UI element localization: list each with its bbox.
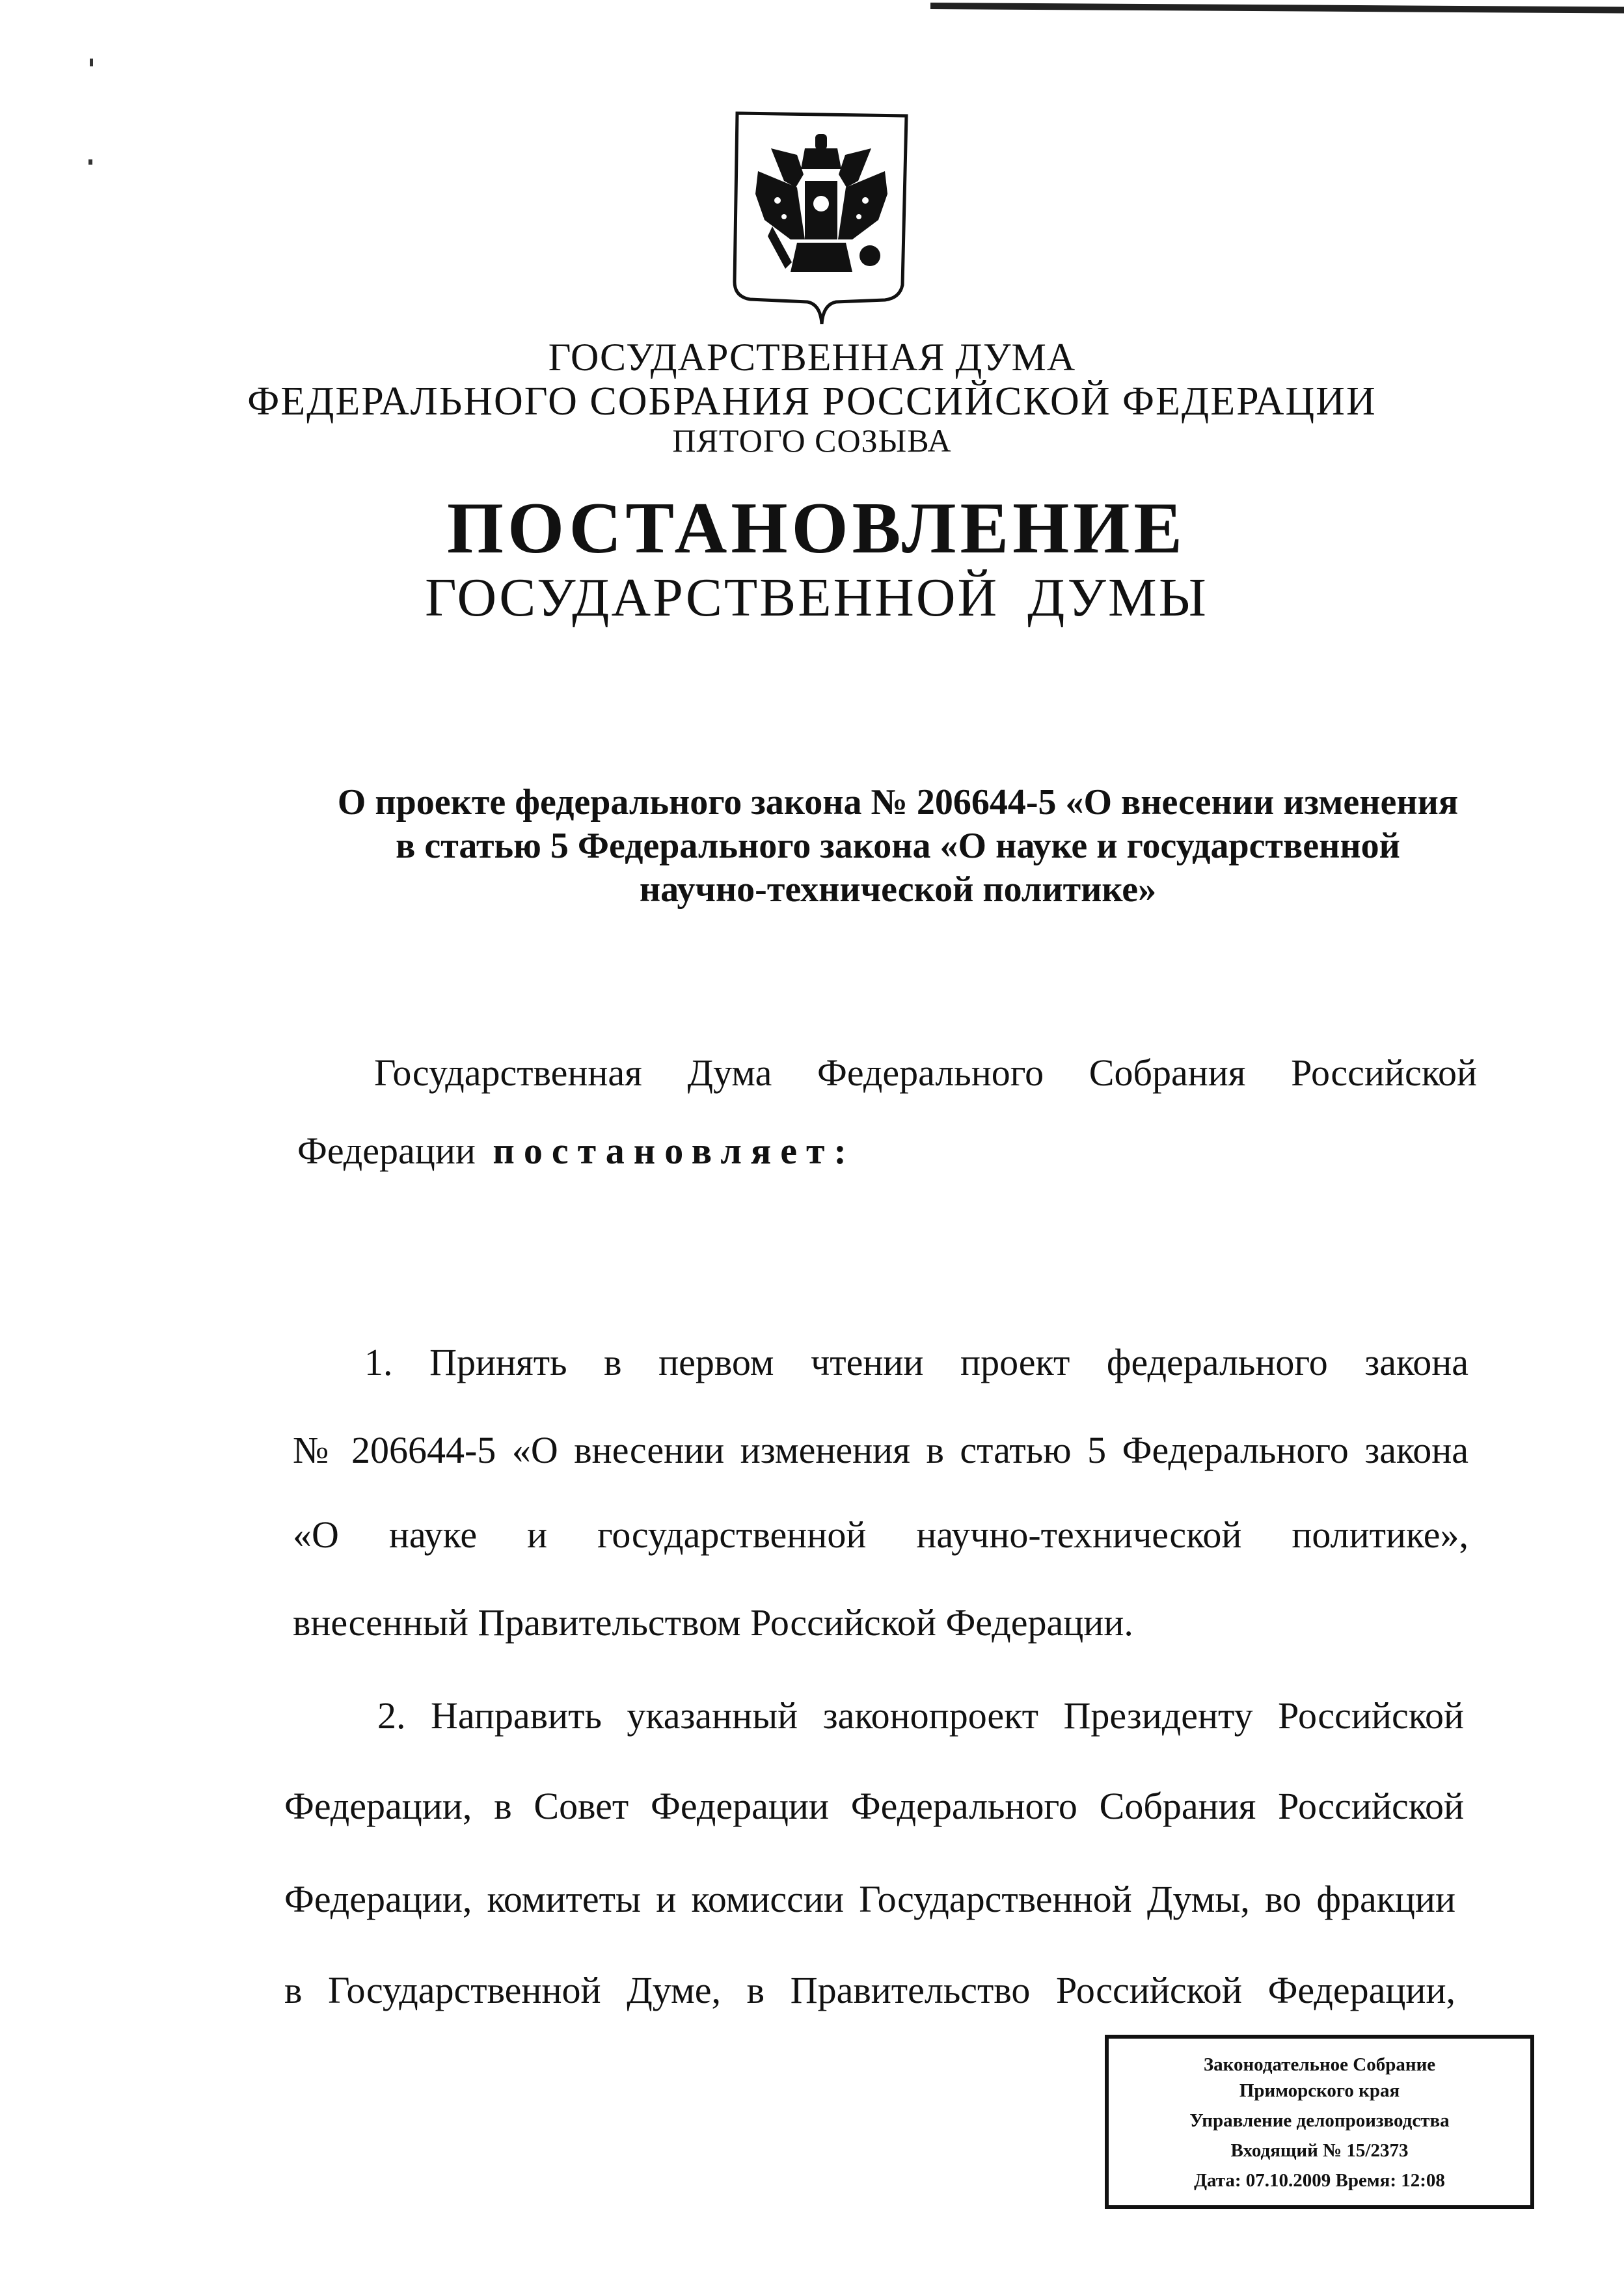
item2-line: Федерации, комитеты и комиссии Государственной Думы, во фракции (284, 1878, 1455, 1920)
stamp-line: Приморского края (1239, 2080, 1400, 2101)
title-line: научно-технической политике» (639, 869, 1157, 910)
scan-speck (90, 59, 93, 66)
header-line-2: ФЕДЕРАЛЬНОГО СОБРАНИЯ РОССИЙСКОЙ ФЕДЕРАЦИИ (247, 379, 1377, 424)
scan-speck (88, 159, 92, 165)
stamp-line: Законодательное Собрание (1203, 2054, 1436, 2075)
scan-edge-line (930, 3, 1624, 14)
preamble-line-2 (297, 1132, 856, 1170)
coat-of-arms-emblem (732, 109, 911, 334)
title-line: О проекте федерального закона № 206644-5 «О внесении изменения (337, 782, 1459, 822)
item1-line: внесенный Правительством Российской Федерации. (293, 1601, 1133, 1644)
preamble-prefix: Федерации (297, 1130, 476, 1172)
item2-line: в Государственной Думе, в Правительство Российской Федерации, (284, 1969, 1455, 2011)
item2-line: 2. Направить указанный законопроект Президенту Российской (377, 1694, 1464, 1737)
item2-line: Федерации, в Совет Федерации Федерального Собрания Российской (284, 1785, 1464, 1827)
stamp-line: Управление делопроизводства (1189, 2110, 1450, 2131)
document-type: ПОСТАНОВЛЕНИЕ (446, 488, 1187, 569)
stamp-line: Входящий № 15/2373 (1230, 2140, 1409, 2161)
preamble-line-1: Государственная Дума Федерального Собрания Российской (374, 1052, 1477, 1094)
item1-line: 1. Принять в первом чтении проект федерального закона (364, 1341, 1468, 1383)
header-line-3: ПЯТОГО СОЗЫВА (672, 422, 952, 459)
item1-line: № 206644-5 «О внесении изменения в статью 5 Федерального закона (293, 1429, 1468, 1471)
resolves-emphasis: постановляет: (493, 1130, 856, 1172)
document-subtype: ГОСУДАРСТВЕННОЙ ДУМЫ (425, 567, 1208, 628)
registration-stamp (1105, 2035, 1534, 2209)
document-title (306, 781, 1490, 912)
stamp-line: Дата: 07.10.2009 Время: 12:08 (1194, 2170, 1445, 2191)
title-line: в статью 5 Федерального закона «О науке и государственной (396, 826, 1400, 866)
item1-line: «О науке и государственной научно-технической политике», (293, 1514, 1468, 1556)
header-line-1: ГОСУДАРСТВЕННАЯ ДУМА (548, 336, 1076, 379)
